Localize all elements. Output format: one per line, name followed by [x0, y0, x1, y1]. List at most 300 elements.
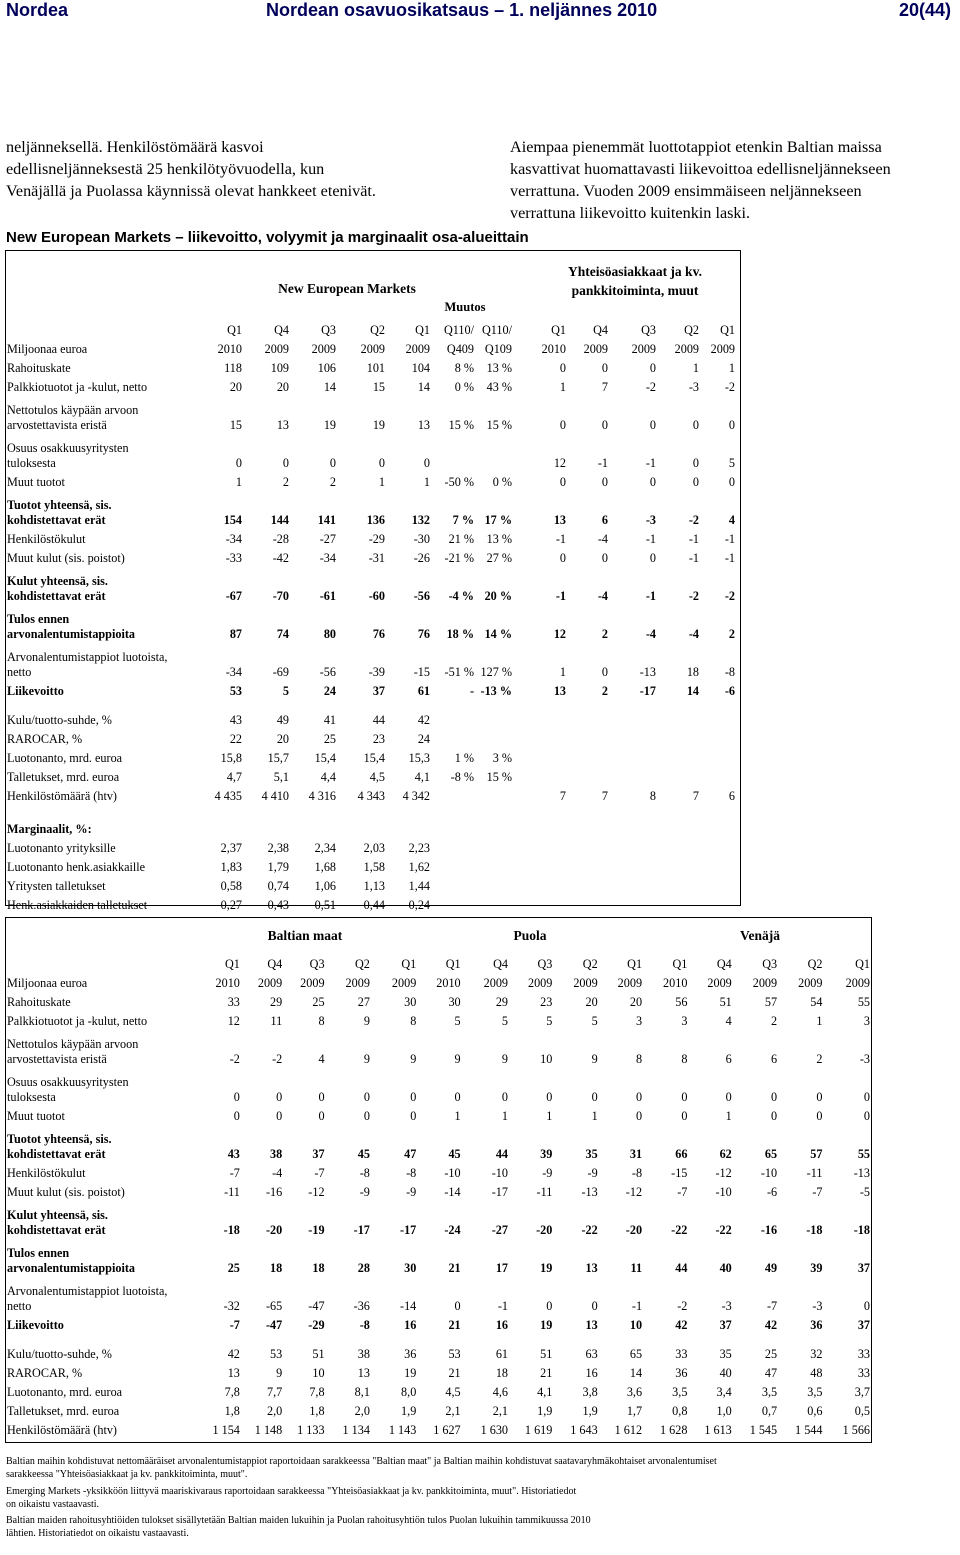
value-cell: 7 — [692, 789, 699, 803]
value-cell: 1 — [725, 1109, 732, 1123]
value-cell: 0 — [681, 1090, 688, 1104]
value-cell: 5 — [728, 456, 735, 470]
value-cell: 1 566 — [842, 1423, 870, 1437]
value-cell: 4 — [728, 513, 735, 527]
table1-muutos-label: Muutos — [444, 300, 486, 314]
table-row — [5, 1333, 870, 1343]
row-label-line2: Muut tuotot — [7, 1109, 65, 1123]
value-cell: 19 — [404, 1366, 417, 1380]
value-cell: 21 — [540, 1366, 553, 1380]
value-cell — [699, 709, 735, 728]
value-cell: 18 — [270, 1261, 283, 1275]
row-label — [5, 528, 194, 547]
value-cell: 37 — [312, 1147, 325, 1161]
quarter-header: Q2 — [355, 957, 370, 971]
value-cell: -8 — [406, 1166, 417, 1180]
value-cell: 12 — [227, 1014, 240, 1028]
value-cell: -9 — [542, 1166, 553, 1180]
table-row — [5, 972, 870, 991]
value-cell: -2 — [677, 1299, 688, 1313]
value-cell: 106 — [317, 361, 336, 375]
value-cell: 44 — [495, 1147, 508, 1161]
value-cell: 144 — [270, 513, 289, 527]
value-cell — [608, 747, 656, 766]
value-cell: 11 — [630, 1261, 643, 1275]
table-row — [5, 338, 735, 357]
value-cell: 0,24 — [408, 898, 430, 912]
value-cell: 20 — [585, 995, 598, 1009]
value-cell: 127 % — [480, 665, 512, 679]
value-cell: -19 — [308, 1223, 325, 1237]
value-cell: 1 — [423, 475, 430, 489]
value-cell: -17 — [491, 1185, 508, 1199]
value-cell: 36 — [675, 1366, 688, 1380]
value-cell: 21 — [448, 1261, 461, 1275]
value-cell: 1 143 — [388, 1423, 417, 1437]
value-cell: 40 — [719, 1366, 732, 1380]
value-cell: -32 — [223, 1299, 240, 1313]
value-cell: 0 — [816, 1090, 823, 1104]
table-row — [5, 1200, 870, 1238]
table-row — [5, 816, 735, 837]
value-cell: -2 — [688, 589, 699, 603]
row-label-line2: kohdistettavat erät — [7, 1223, 106, 1237]
value-cell: 0 — [501, 1090, 508, 1104]
value-cell: 36 — [810, 1318, 823, 1332]
value-cell: -18 — [223, 1223, 240, 1237]
value-cell: 35 — [719, 1347, 732, 1361]
value-cell: 6 — [771, 1052, 778, 1066]
value-cell: 141 — [317, 513, 336, 527]
value-cell: -47 — [265, 1318, 283, 1332]
value-cell: -7 — [812, 1185, 823, 1199]
value-cell: 14 — [629, 1366, 643, 1380]
value-cell: -61 — [319, 589, 336, 603]
table-row — [5, 894, 735, 913]
value-cell: 0 — [276, 1109, 283, 1123]
quarter-header: Q1 — [551, 323, 566, 337]
row-label-line2: Henkilöstökulut — [7, 532, 86, 546]
table-row — [5, 547, 735, 566]
value-cell: 5 — [546, 1014, 553, 1028]
value-cell: 13 — [585, 1318, 598, 1332]
value-cell: 104 — [411, 361, 430, 375]
value-cell: 1 — [816, 1014, 823, 1028]
value-cell: -8 — [359, 1318, 370, 1332]
value-cell: -56 — [413, 589, 430, 603]
row-label — [5, 357, 194, 376]
value-cell: 30 — [404, 995, 417, 1009]
value-cell: 20 % — [484, 589, 512, 603]
value-cell: 87 — [229, 627, 242, 641]
value-cell: 18 — [312, 1261, 325, 1275]
row-label — [5, 1124, 195, 1162]
row-label — [5, 471, 194, 490]
value-cell — [656, 766, 699, 785]
value-cell: 30 — [448, 995, 461, 1009]
value-cell: 132 — [411, 513, 430, 527]
row-label-line2: arvonalentumistappioita — [7, 1261, 135, 1275]
value-cell: 1 — [559, 665, 566, 679]
value-cell: 3,6 — [626, 1385, 643, 1399]
value-cell: 8,1 — [354, 1385, 370, 1399]
value-cell: -3 — [721, 1299, 732, 1313]
table-row — [5, 1314, 870, 1333]
value-cell — [430, 433, 474, 471]
value-cell: 1,62 — [408, 860, 430, 874]
value-cell: 101 — [366, 361, 385, 375]
value-cell: -2 — [645, 380, 656, 394]
value-cell: -1 — [597, 456, 608, 470]
quarter-header: Q1 — [855, 957, 870, 971]
value-cell: 0 — [635, 1090, 643, 1104]
value-cell: 3,5 — [807, 1385, 823, 1399]
value-cell: -33 — [225, 551, 242, 565]
value-cell: -13 — [853, 1166, 870, 1180]
value-cell: 7 — [601, 789, 608, 803]
row-label — [5, 433, 194, 471]
row-label-line2: Rahoituskate — [7, 995, 71, 1009]
row-label: Talletukset, mrd. euroa — [7, 1404, 120, 1418]
value-cell — [656, 709, 699, 728]
row-label-line1: Tulos ennen — [7, 1246, 70, 1260]
value-cell: -1 — [631, 1299, 643, 1313]
intro-right-line: kasvattivat huomattavasti liikevoittoa edellisneljännekseen — [510, 160, 891, 178]
row-label-line2: tuloksesta — [7, 1090, 56, 1104]
value-cell: 0 — [454, 1299, 461, 1313]
header-page-number: 20(44) — [899, 0, 952, 20]
value-cell: 0,44 — [363, 898, 385, 912]
quarter-header: Q4 — [493, 957, 508, 971]
value-cell: 62 — [719, 1147, 732, 1161]
unit-label: Miljoonaa euroa — [7, 976, 88, 990]
value-cell: 1,44 — [408, 879, 430, 893]
value-cell: -11 — [536, 1185, 553, 1199]
value-cell: -13 — [581, 1185, 598, 1199]
quarter-header: Q4 — [593, 323, 608, 337]
year-header: 2009 — [617, 976, 643, 990]
row-label: Luotonanto, mrd. euroa — [7, 1385, 123, 1399]
page-header — [0, 0, 960, 22]
value-cell: 0,74 — [267, 879, 289, 893]
value-cell: 24 — [323, 684, 336, 698]
value-cell: 16 — [495, 1318, 508, 1332]
value-cell: 1,7 — [626, 1404, 643, 1418]
value-cell: -8 — [631, 1166, 643, 1180]
value-cell: 15 — [229, 418, 242, 432]
value-cell: 9 — [410, 1052, 417, 1066]
value-cell: 4,4 — [320, 770, 336, 784]
value-cell: -14 — [444, 1185, 461, 1199]
row-label-line2: tuloksesta — [7, 456, 56, 470]
value-cell: 13 — [276, 418, 289, 432]
value-cell: 0 — [728, 475, 735, 489]
value-cell: 19 — [323, 418, 336, 432]
value-cell: 0 — [559, 551, 566, 565]
value-cell: 1 — [546, 1109, 553, 1123]
row-label — [5, 1067, 195, 1105]
value-cell: -7 — [229, 1318, 240, 1332]
value-cell: -8 % — [450, 770, 474, 784]
value-cell: -69 — [272, 665, 289, 679]
value-cell: 9 — [363, 1014, 370, 1028]
value-cell: 1,13 — [363, 879, 385, 893]
value-cell: 20 — [276, 732, 289, 746]
value-cell: 14 — [323, 380, 336, 394]
value-cell: 0 — [276, 1090, 283, 1104]
value-cell: 22 — [229, 732, 242, 746]
value-cell: -50 % — [444, 475, 474, 489]
value-cell: -4 — [645, 627, 656, 641]
table2-group-baltics: Baltian maat — [267, 928, 343, 943]
year-header: 2010 — [436, 976, 461, 990]
value-cell: -27 — [491, 1223, 508, 1237]
value-cell: -10 — [760, 1166, 778, 1180]
value-cell — [699, 747, 735, 766]
value-cell: 1 643 — [570, 1423, 598, 1437]
value-cell: 32 — [810, 1347, 823, 1361]
value-cell: 80 — [323, 627, 336, 641]
year-header: Q409 — [446, 342, 474, 356]
table1-group-nem: New European Markets — [278, 281, 416, 296]
row-label: RAROCAR, % — [7, 1366, 83, 1380]
value-cell: 24 — [417, 732, 430, 746]
value-cell: 1 — [378, 475, 385, 489]
row-label — [5, 1029, 195, 1067]
table-row — [5, 1029, 870, 1067]
row-label: Henkilöstömäärä (htv) — [7, 789, 117, 803]
value-cell: -14 — [400, 1299, 417, 1313]
value-cell: -2 — [272, 1052, 283, 1066]
value-cell: -10 — [715, 1185, 732, 1199]
value-cell: 0 — [378, 456, 385, 470]
value-cell: 9 — [363, 1052, 370, 1066]
value-cell: 43 — [227, 1147, 240, 1161]
value-cell: 0 — [591, 1090, 598, 1104]
value-cell: -15 — [413, 665, 430, 679]
quarter-header: Q4 — [274, 323, 289, 337]
value-cell — [566, 747, 608, 766]
value-cell: 4 — [318, 1052, 325, 1066]
value-cell: 7,8 — [309, 1385, 325, 1399]
value-cell: 14 % — [484, 627, 512, 641]
row-label-line2: Palkkiotuotot ja -kulut, netto — [7, 380, 148, 394]
value-cell: 0 — [454, 1090, 461, 1104]
table-row — [5, 766, 735, 785]
value-cell: 33 — [857, 1347, 870, 1361]
value-cell: 39 — [810, 1261, 823, 1275]
row-label-line1: Tulos ennen — [7, 612, 70, 626]
value-cell: 0 — [601, 551, 608, 565]
value-cell — [430, 728, 474, 747]
value-cell: 2,34 — [314, 841, 336, 855]
quarter-header: Q4 — [267, 957, 283, 971]
value-cell: -18 — [853, 1223, 870, 1237]
row-label-line2: arvostettavista eristä — [7, 1052, 107, 1066]
row-label-line1: Nettotulos käypään arvoon — [7, 1037, 139, 1051]
value-cell: 15,4 — [363, 751, 385, 765]
value-cell: 2 — [816, 1052, 823, 1066]
value-cell: 0,27 — [220, 898, 242, 912]
table-row — [5, 1238, 870, 1276]
value-cell: 9 — [591, 1052, 598, 1066]
value-cell: 0 — [591, 1299, 598, 1313]
value-cell: -6 — [724, 684, 735, 698]
value-cell: -2 — [229, 1052, 240, 1066]
value-cell: 45 — [448, 1147, 461, 1161]
row-label: RAROCAR, % — [7, 732, 83, 746]
value-cell: 4,7 — [226, 770, 242, 784]
value-cell: -27 — [319, 532, 336, 546]
value-cell: 12 — [553, 456, 566, 470]
value-cell: 36 — [404, 1347, 417, 1361]
value-cell: 0 — [816, 1109, 823, 1123]
intro-left-line: Venäjällä ja Puolassa käynnissä olevat hankkeet etenivät. — [6, 182, 376, 200]
table-row — [5, 1124, 870, 1162]
value-cell: 0,43 — [267, 898, 289, 912]
value-cell: 0 — [601, 665, 608, 679]
value-cell: 0 — [692, 418, 699, 432]
quarter-header: Q4 — [716, 957, 732, 971]
value-cell: 0 — [233, 1090, 240, 1104]
value-cell: -2 — [724, 380, 735, 394]
value-cell: -8 — [724, 665, 735, 679]
value-cell: -42 — [272, 551, 289, 565]
year-header: 2009 — [798, 976, 823, 990]
value-cell — [512, 728, 566, 747]
table-row — [5, 604, 735, 642]
value-cell: 19 — [372, 418, 385, 432]
table-row — [5, 1162, 870, 1181]
table-row — [5, 856, 735, 875]
header-blank — [5, 316, 194, 338]
value-cell: -7 — [229, 1166, 240, 1180]
value-cell: -15 — [671, 1166, 688, 1180]
table-row — [5, 471, 735, 490]
value-cell: 43 % — [486, 380, 512, 394]
value-cell: -13 — [639, 665, 656, 679]
table-row — [5, 1105, 870, 1124]
year-header: 2009 — [264, 342, 289, 356]
value-cell: 1,83 — [220, 860, 242, 874]
value-cell: 15,8 — [220, 751, 242, 765]
value-cell: 55 — [857, 1147, 870, 1161]
table-row — [5, 1276, 870, 1314]
value-cell: 0 — [235, 456, 242, 470]
year-header: 2010 — [215, 976, 240, 990]
year-header: 2009 — [360, 342, 385, 356]
value-cell: 118 — [224, 361, 242, 375]
value-cell: 51 — [719, 995, 732, 1009]
value-cell: 0 — [410, 1109, 417, 1123]
value-cell: 0 — [423, 456, 430, 470]
value-cell: 8 — [681, 1052, 688, 1066]
value-cell: 1 — [591, 1109, 598, 1123]
value-cell: -7 — [766, 1299, 778, 1313]
value-cell: 2 — [329, 475, 336, 489]
value-cell: -22 — [715, 1223, 732, 1237]
table-row — [5, 357, 735, 376]
year-header: 2009 — [631, 342, 656, 356]
value-cell: 47 — [764, 1366, 778, 1380]
quarter-header: Q2 — [807, 957, 823, 971]
value-cell: 2,1 — [492, 1404, 508, 1418]
value-cell: -11 — [224, 1185, 240, 1199]
value-cell: -3 — [688, 380, 699, 394]
value-cell: 18 % — [446, 627, 474, 641]
value-cell: 0 — [649, 418, 656, 432]
value-cell: 18 — [495, 1366, 508, 1380]
value-cell: 0 — [725, 1090, 732, 1104]
row-label-line1: Arvonalentumistappiot luotoista, — [7, 1284, 168, 1298]
value-cell: 66 — [675, 1147, 688, 1161]
quarter-header: Q110/ — [481, 323, 512, 337]
value-cell: 44 — [675, 1261, 688, 1275]
margins-title: Marginaalit, %: — [7, 822, 92, 836]
footnote-line: on oikaistu vastaavasti. — [6, 1498, 100, 1510]
quarter-header: Q1 — [672, 957, 688, 971]
value-cell: -17 — [639, 684, 656, 698]
value-cell: 40 — [719, 1261, 732, 1275]
value-cell: 0 — [318, 1109, 325, 1123]
value-cell: 19 — [540, 1261, 553, 1275]
value-cell: 0 — [318, 1090, 325, 1104]
value-cell: 7 — [601, 380, 608, 394]
value-cell: 1 — [692, 361, 699, 375]
row-label-line2: Muut kulut (sis. poistot) — [7, 1185, 125, 1199]
value-cell: 14 — [686, 684, 699, 698]
value-cell: 21 — [448, 1318, 461, 1332]
value-cell: 3 — [863, 1014, 870, 1028]
value-cell: 7 — [559, 789, 566, 803]
value-cell: 7,7 — [266, 1385, 283, 1399]
value-cell: 0 — [329, 456, 336, 470]
value-cell: 1,9 — [582, 1404, 598, 1418]
value-cell: -3 — [812, 1299, 823, 1313]
value-cell — [474, 728, 512, 747]
value-cell — [474, 709, 512, 728]
value-cell: 5,1 — [273, 770, 289, 784]
value-cell: -1 — [645, 532, 656, 546]
value-cell: 154 — [223, 513, 242, 527]
value-cell: 2 — [728, 627, 735, 641]
value-cell: 1,79 — [267, 860, 289, 874]
row-label — [5, 1276, 195, 1314]
intro-right-line: Aiempaa pienemmät luottotappiot etenkin Baltian maissa — [510, 138, 882, 156]
value-cell: -7 — [314, 1166, 325, 1180]
value-cell: 0 — [863, 1090, 870, 1104]
value-cell: 1 — [235, 475, 242, 489]
row-label-line2: kohdistettavat erät — [7, 1147, 106, 1161]
value-cell: 13 — [553, 513, 566, 527]
quarter-header: Q1 — [224, 957, 240, 971]
value-cell: -13 % — [480, 684, 512, 698]
value-cell: 8 — [410, 1014, 417, 1028]
value-cell — [566, 728, 608, 747]
value-cell: 28 — [357, 1261, 370, 1275]
value-cell: 0 — [863, 1109, 870, 1123]
value-cell: 8 % — [454, 361, 474, 375]
row-label-line2: Muut kulut (sis. poistot) — [7, 551, 125, 565]
value-cell: 1 613 — [704, 1423, 732, 1437]
value-cell: 4 — [725, 1014, 732, 1028]
row-label-line1: Kulut yhteensä, sis. — [7, 1208, 108, 1222]
footnote-line: Baltian maiden rahoitusyhtiöiden tulokset sisällytetään Baltian maiden lukuihin ja Puolan rahoitusyhtiön tulos Puolan lukuihin tammikuussa 2010 — [6, 1515, 591, 1527]
value-cell: 13 — [227, 1366, 240, 1380]
value-cell: 44 — [372, 713, 385, 727]
value-cell: -56 — [319, 665, 336, 679]
value-cell: 0 — [692, 456, 699, 470]
